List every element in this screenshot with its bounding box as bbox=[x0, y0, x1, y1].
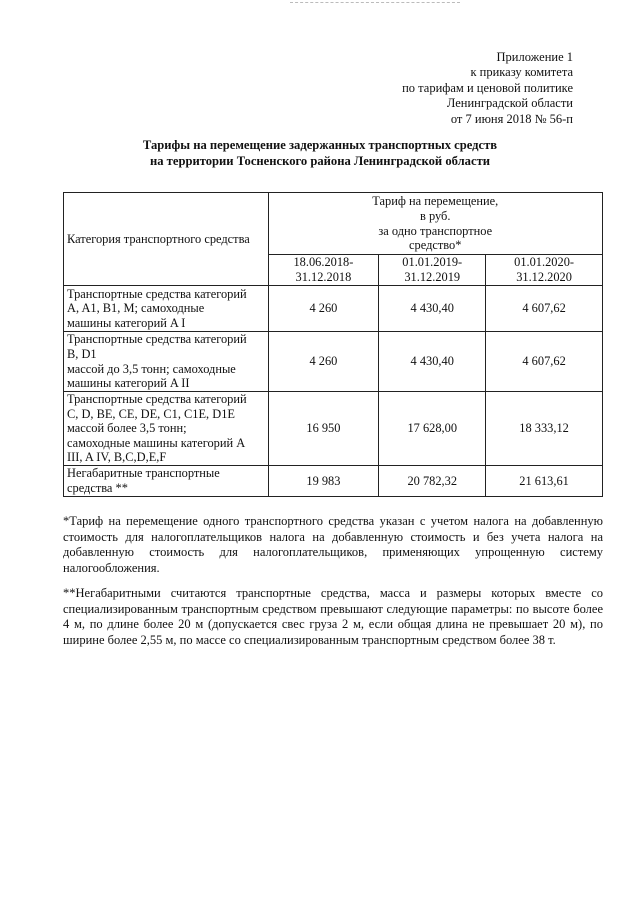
tariff-table bbox=[63, 192, 603, 497]
period-3-end: 31.12.2020 bbox=[516, 270, 572, 284]
table-row bbox=[64, 286, 603, 332]
category-header: Категория транспортного средства bbox=[64, 193, 269, 286]
category-line: B, D1 bbox=[67, 346, 97, 361]
category-line: машины категорий A I bbox=[67, 315, 186, 330]
tariff-value: 4 607,62 bbox=[486, 332, 603, 392]
table-row bbox=[64, 392, 603, 466]
category-line: III, A IV, B,C,D,E,F bbox=[67, 450, 167, 465]
period-1-end: 31.12.2018 bbox=[295, 270, 352, 284]
period-3-start: 01.01.2020- bbox=[514, 255, 575, 270]
footnote-vat: *Тариф на перемещение одного транспортного средства указан с учетом налога на добавленную стоимость для налогоплательщиков налога на добавленную стоимость и без учета налога на добавленную стоимость для налогоплательщиков, применяющих упрощенную систему налогообложения. bbox=[63, 514, 603, 575]
tariff-header-line-2: в руб. bbox=[420, 208, 451, 223]
category-line: Негабаритные транспортные bbox=[67, 466, 220, 481]
appendix-line-2: к приказу комитета bbox=[470, 65, 573, 80]
tariff-value: 4 607,62 bbox=[486, 286, 603, 332]
tariff-value: 20 782,32 bbox=[379, 466, 486, 497]
category-line: C, D, BE, CE, DE, C1, C1E, D1E bbox=[67, 406, 235, 421]
appendix-line-5: от 7 июня 2018 № 56-п bbox=[450, 111, 573, 126]
appendix-line-3: по тарифам и ценовой политике bbox=[402, 80, 573, 95]
appendix-line-1: Приложение 1 bbox=[496, 50, 573, 64]
period-header-3 bbox=[486, 255, 603, 286]
tariff-value: 4 260 bbox=[268, 286, 379, 332]
appendix-block bbox=[402, 50, 573, 127]
period-1-start: 18.06.2018- bbox=[293, 255, 354, 270]
title-line-2: на территории Тосненского района Ленинградской области bbox=[149, 153, 491, 168]
category-line: A, A1, B1, M; самоходные bbox=[67, 301, 205, 316]
table-row bbox=[64, 466, 603, 497]
tariff-header bbox=[268, 193, 602, 255]
tariff-value: 4 430,40 bbox=[379, 286, 486, 332]
title-line-1: Тарифы на перемещение задержанных транспортных средств bbox=[142, 138, 498, 152]
header-row bbox=[64, 193, 603, 255]
tariff-header-line-1: Тариф на перемещение, bbox=[372, 194, 499, 209]
category-cell bbox=[64, 286, 269, 332]
footnote-oversized: **Негабаритными считаются транспортные средства, масса и размеры которых вместе со специализированным транспортным средством превышают следующие параметры: по высоте более 4 м, по длине более 20 м (допускается свес груза 2 м, если общая длина не превышает 20 м), по ширине более 2,55 м, по массе со специализированным транспортным средством более 38 т. bbox=[63, 586, 603, 647]
tariff-value: 4 430,40 bbox=[379, 332, 486, 392]
category-line: машины категорий A II bbox=[67, 376, 190, 391]
tariff-value: 17 628,00 bbox=[379, 392, 486, 466]
category-line: самоходные машины категорий А bbox=[67, 435, 246, 450]
appendix-line-4: Ленинградской области bbox=[446, 96, 573, 111]
period-header-1 bbox=[268, 255, 379, 286]
category-cell bbox=[64, 466, 269, 497]
category-line: Транспортные средства категорий bbox=[67, 286, 247, 301]
category-cell bbox=[64, 332, 269, 392]
period-header-2 bbox=[379, 255, 486, 286]
table-row bbox=[64, 332, 603, 392]
tariff-value: 16 950 bbox=[268, 392, 379, 466]
tariff-value: 19 983 bbox=[268, 466, 379, 497]
tariff-value: 4 260 bbox=[268, 332, 379, 392]
category-line: массой более 3,5 тонн; bbox=[67, 421, 187, 436]
category-line: массой до 3,5 тонн; самоходные bbox=[67, 361, 236, 376]
category-cell bbox=[64, 392, 269, 466]
tariff-header-line-4: средство* bbox=[409, 238, 462, 253]
category-line: средства ** bbox=[67, 481, 128, 495]
tariff-header-line-3: за одно транспортное bbox=[378, 223, 493, 238]
tariff-value: 18 333,12 bbox=[486, 392, 603, 466]
period-2-start: 01.01.2019- bbox=[402, 255, 463, 270]
document-title bbox=[0, 138, 640, 169]
period-2-end: 31.12.2019 bbox=[404, 270, 461, 284]
category-line: Транспортные средства категорий bbox=[67, 392, 247, 407]
tariff-value: 21 613,61 bbox=[486, 466, 603, 497]
category-line: Транспортные средства категорий bbox=[67, 332, 247, 347]
top-edge-line bbox=[290, 2, 460, 3]
